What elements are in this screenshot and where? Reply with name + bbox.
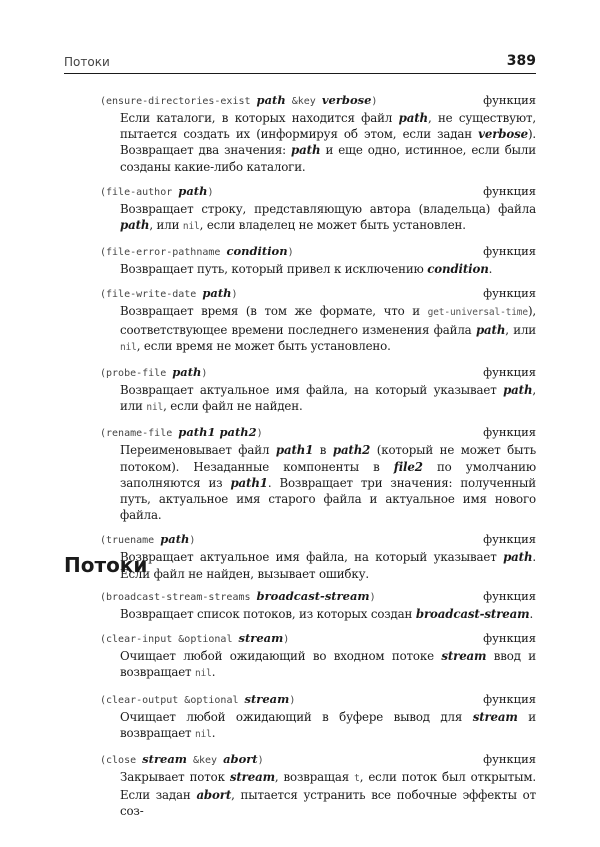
function-signature: (ensure-directories-exist path &key verbose) функция — [100, 93, 536, 107]
entry-kind: функция — [483, 93, 536, 107]
function-description: Возвращает строку, представляющую автора (владельца) файла path, или nil, если владелец не может быть установлен. — [120, 201, 536, 233]
function-description: Если каталоги, в которых находится файл path, не существуют, пытается создать их (информируя об этом, если задан verbose). Возвращает два значения: path и еще одно, истинное, если были созданы какие-либо каталоги. — [120, 111, 537, 174]
entry-kind: функция — [483, 589, 536, 603]
function-signature: (rename-file path1 path2) функция — [100, 425, 536, 440]
entry-kind: функция — [483, 425, 536, 440]
entry-file-write-date — [100, 285, 536, 356]
function-description: Очищает любой ожидающий во входном потоке stream ввод и возвращает nil. — [120, 649, 536, 680]
entry-kind: функция — [483, 365, 536, 380]
function-signature: (close stream &key abort) функция — [100, 752, 536, 767]
entry-kind: функция — [483, 631, 536, 646]
entry-kind: функция — [483, 532, 536, 547]
running-header-section: Потоки — [64, 55, 110, 69]
function-signature: (file-error-pathname condition) функция — [100, 244, 536, 259]
entry-clear-output — [100, 691, 536, 743]
entry-broadcast-stream-streams — [100, 588, 536, 622]
entry-file-error-pathname — [100, 243, 536, 277]
entries-block — [100, 92, 536, 590]
function-signature: (file-author path) функция — [100, 183, 536, 198]
function-description: Переименовывает файл path1 в path2 (который не может быть потоком). Незаданные компоненты в file2 по умолчанию заполняются из path1. Возвращает три значения: полученный путь, актуальное имя старого файла и актуальное имя нового файла. — [120, 443, 536, 523]
entry-probe-file — [100, 364, 536, 416]
function-description: Очищает любой ожидающий в буфере вывод для stream и возвращает nil. — [120, 709, 536, 740]
entry-kind: функция — [483, 286, 536, 301]
function-description: Закрывает поток stream, возвращая t, если поток был открытым. Если задан abort, пытается устранить все побочные эффекты от соз- — [120, 770, 537, 819]
function-description: Возвращает путь, который привел к исключению condition. — [120, 262, 493, 277]
function-signature: (broadcast-stream-streams broadcast-stream) функция — [100, 589, 536, 603]
entry-kind: функция — [483, 183, 536, 198]
entry-rename-file — [100, 424, 536, 523]
function-signature: (truename path) функция — [100, 532, 536, 547]
function-description: Возвращает время (в том же формате, что и get-universal-time), соответствующее времени последнего изменения файла path, или nil, если время не может быть установлено. — [120, 304, 536, 353]
function-signature: (clear-input &optional stream) функция — [100, 631, 536, 646]
function-description: Возвращает актуальное имя файла, на который указывает path, или nil, если файл не найден. — [120, 383, 536, 414]
entry-truename — [100, 531, 536, 581]
streams-entries-block — [100, 588, 536, 828]
page-number: 389 — [506, 53, 536, 69]
entry-kind: функция — [483, 691, 536, 706]
function-signature: (clear-output &optional stream) функция — [100, 691, 536, 706]
section-heading: Потоки — [64, 553, 148, 577]
entry-close — [100, 751, 536, 820]
entry-file-author — [100, 183, 536, 235]
function-signature: (probe-file path) функция — [100, 365, 536, 380]
entry-kind: функция — [483, 752, 536, 767]
running-header — [64, 53, 536, 74]
entry-ensure-directories-exist — [100, 92, 536, 175]
function-description: Возвращает список потоков, из которых создан broadcast-stream. — [120, 607, 534, 621]
function-signature: (file-write-date path) функция — [100, 286, 536, 301]
function-description: Возвращает актуальное имя файла, на который указывает path. Если файл не найден, вызывает ошибку. — [120, 550, 536, 581]
entry-clear-input — [100, 630, 536, 682]
entry-kind: функция — [483, 244, 536, 259]
